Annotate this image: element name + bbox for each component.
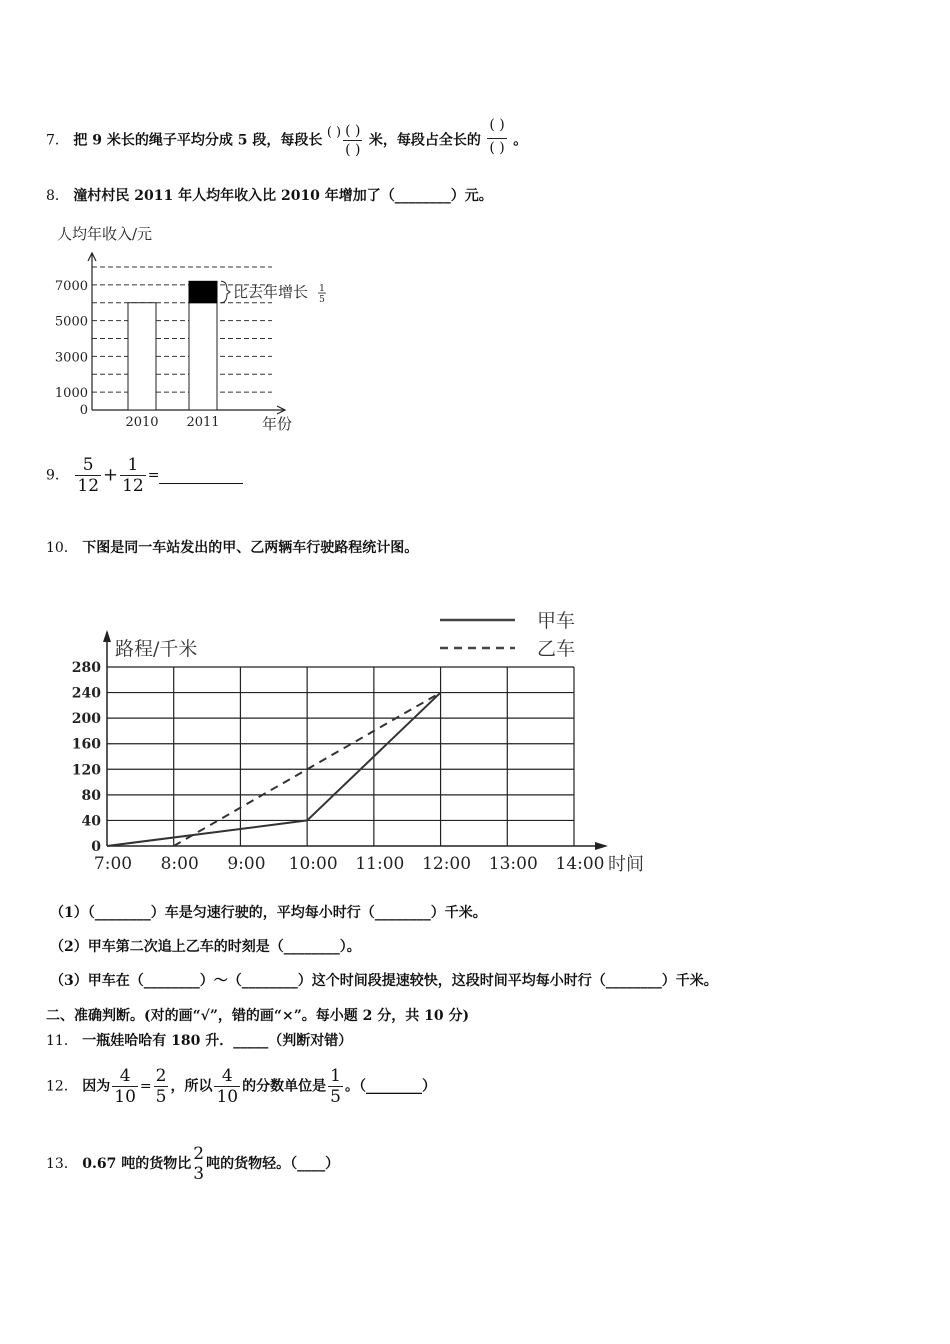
q12-text-c: 的分数单位是 xyxy=(242,1078,327,1095)
line-x-tick-label: 8:00 xyxy=(160,854,199,874)
distance-line-chart xyxy=(60,600,680,885)
q9-f1-den: 12 xyxy=(77,476,100,496)
q9-answer-blank[interactable] xyxy=(159,467,243,484)
q7-frac2-den: ( ) xyxy=(489,140,505,156)
line-y-tick-label: 80 xyxy=(81,787,101,804)
line-x-tick-label: 9:00 xyxy=(227,854,266,874)
bar-2010 xyxy=(128,303,156,410)
line-x-arrow xyxy=(595,842,608,850)
q7-frac1-den: ( ) xyxy=(345,142,361,158)
q8-text: 潼村村民 2011 年人均年收入比 2010 年增加了（________）元。 xyxy=(73,188,493,204)
q7-frac1-num: ( ) xyxy=(345,123,361,139)
q9-fraction-2 xyxy=(120,455,146,496)
q11-number: 11． xyxy=(46,1033,78,1049)
line-y-arrow xyxy=(103,630,111,642)
line-chart-x-ticks xyxy=(94,854,605,874)
q12-fraction-4 xyxy=(328,1066,343,1107)
q12-fraction-1 xyxy=(112,1066,138,1107)
bar-y-tick-label: 3000 xyxy=(54,350,88,366)
bar-y-tick-label: 0 xyxy=(79,403,88,418)
question-7 xyxy=(46,118,527,163)
bar-x-tick-label: 2011 xyxy=(186,415,220,430)
legend-label-yi: 乙车 xyxy=(537,638,576,660)
q12-number: 12． xyxy=(46,1078,78,1095)
q13-fraction xyxy=(191,1144,206,1184)
bar-annotation-frac-den: 5 xyxy=(319,295,325,306)
q10-sub-3: （3）甲车在（________）～（________）这个时间段提速较快，这段时间平均每小时行（________）千米。 xyxy=(50,973,718,989)
q9-f2-den: 12 xyxy=(122,476,144,496)
q7-text-c: 。 xyxy=(513,132,528,149)
q12-f1-num: 4 xyxy=(112,1066,138,1087)
line-chart-axes xyxy=(103,630,608,850)
legend-label-jia: 甲车 xyxy=(537,610,576,632)
q9-f2-num: 1 xyxy=(120,455,146,476)
q12-f2-num: 2 xyxy=(155,1066,167,1086)
q7-frac2-num: ( ) xyxy=(487,112,506,139)
q12-equals: = xyxy=(139,1078,152,1095)
q13-text-b: 吨的货物轻。（____） xyxy=(206,1156,340,1172)
q7-paren-whole: ( ) xyxy=(326,124,342,140)
q12-f1-den: 10 xyxy=(114,1087,136,1107)
q12-f3-num: 4 xyxy=(214,1066,240,1087)
line-chart-xlabel: 时间 xyxy=(608,854,644,875)
bar-chart-y-ticks xyxy=(55,279,88,418)
q9-equals: = xyxy=(147,467,160,484)
q10-sub-2: （2）甲车第二次追上乙车的时刻是（________）。 xyxy=(50,939,361,955)
line-x-tick-label: 7:00 xyxy=(93,854,133,874)
line-x-tick-label: 13:00 xyxy=(488,854,538,874)
q7-number: 7． xyxy=(46,132,69,149)
q10-text: 下图是同一车站发出的甲、乙两辆车行驶路程统计图。 xyxy=(82,540,419,556)
bar-chart-ylabel: 人均年收入/元 xyxy=(57,225,153,243)
q9-fraction-1 xyxy=(75,455,101,496)
line-y-tick-label: 0 xyxy=(91,839,101,855)
line-x-tick-label: 12:00 xyxy=(422,854,472,874)
line-chart-grid xyxy=(107,667,574,846)
line-chart-y-ticks xyxy=(72,660,101,855)
q7-text-a: 把 9 米长的绳子平均分成 5 段，每段长 xyxy=(73,132,323,149)
section-2-heading: 二、准确判断。(对的画“√”，错的画“×”。每小题 2 分，共 10 分) xyxy=(46,1008,470,1024)
q10-number: 10． xyxy=(46,540,78,556)
q12-f2-den: 5 xyxy=(155,1087,167,1107)
bar-y-tick-label: 7000 xyxy=(54,278,88,294)
q13-f-den: 3 xyxy=(193,1164,205,1184)
q12-text-d: 。（________） xyxy=(344,1078,436,1095)
bar-y-tick-label: 5000 xyxy=(54,314,88,330)
q12-fraction-3 xyxy=(214,1066,240,1107)
q7-fraction-2 xyxy=(487,112,506,157)
q13-f-num: 2 xyxy=(193,1144,205,1164)
q12-text-a: 因为 xyxy=(82,1078,111,1095)
income-bar-chart xyxy=(40,215,325,440)
line-y-tick-label: 280 xyxy=(71,660,101,676)
question-12 xyxy=(46,1066,436,1107)
line-x-tick-label: 10:00 xyxy=(288,854,338,874)
q9-number: 9． xyxy=(46,467,69,484)
line-chart-ylabel: 路程/千米 xyxy=(115,638,198,660)
bar-chart-xlabel: 年份 xyxy=(262,415,293,433)
bar-annotation-frac-num: 1 xyxy=(319,284,325,295)
line-x-tick-label: 14:00 xyxy=(555,854,605,874)
q9-f1-num: 5 xyxy=(75,455,101,476)
question-9 xyxy=(46,455,243,496)
line-y-tick-label: 160 xyxy=(71,736,101,753)
bar-y-tick-label: 1000 xyxy=(54,386,88,402)
line-y-tick-label: 120 xyxy=(71,762,101,779)
line-y-tick-label: 40 xyxy=(81,813,101,830)
q9-plus: + xyxy=(103,464,119,486)
q7-fraction-1 xyxy=(343,122,362,159)
q12-fraction-2 xyxy=(154,1066,169,1107)
bar-chart-axes xyxy=(88,253,285,414)
q7-text-b: 米，每段占全长的 xyxy=(368,132,481,149)
bar-chart-x-ticks xyxy=(125,415,219,430)
q13-number: 13． xyxy=(46,1156,78,1172)
question-11 xyxy=(46,1031,352,1051)
bar-chart-bars xyxy=(128,281,217,410)
bar-x-tick-label: 2010 xyxy=(125,415,159,430)
question-13 xyxy=(46,1144,339,1184)
q10-sub-1: （1）（________）车是匀速行驶的，平均每小时行（________）千米。 xyxy=(50,905,487,921)
bar-2011 xyxy=(189,303,217,410)
line-chart-legend xyxy=(440,610,575,660)
line-x-tick-label: 11:00 xyxy=(355,854,405,874)
q12-f3-den: 10 xyxy=(216,1087,239,1107)
bar-annotation-text: 比去年增长 xyxy=(233,283,309,302)
line-y-tick-label: 200 xyxy=(71,711,101,728)
q13-text-a: 0.67 吨的货物比 xyxy=(82,1156,192,1172)
q8-number: 8． xyxy=(46,188,69,204)
bar-2011-increase xyxy=(189,281,217,302)
q12-f4-den: 5 xyxy=(330,1087,341,1107)
line-y-tick-label: 240 xyxy=(71,685,101,702)
q12-f4-num: 1 xyxy=(330,1066,341,1086)
q12-text-b: ，所以 xyxy=(170,1078,213,1095)
question-10 xyxy=(46,538,418,558)
question-8 xyxy=(46,186,493,206)
bar-chart-annotation xyxy=(221,281,326,305)
q11-text: 一瓶娃哈哈有 180 升．_____（判断对错） xyxy=(82,1033,353,1049)
